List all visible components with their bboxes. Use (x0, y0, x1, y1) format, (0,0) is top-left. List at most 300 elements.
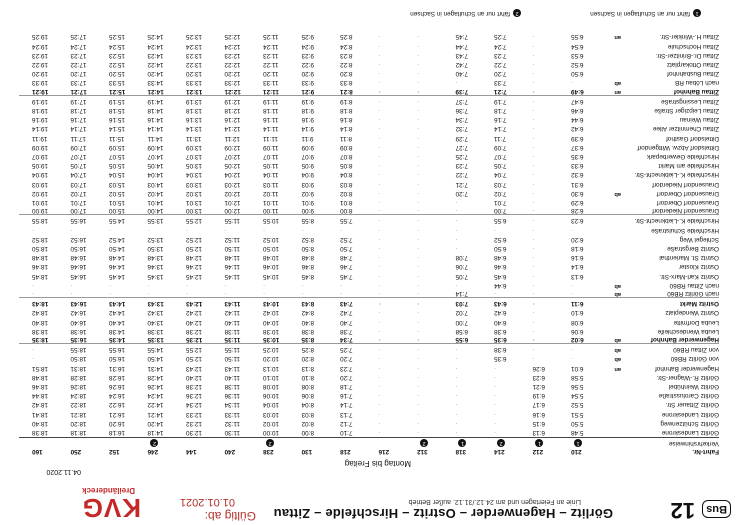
departure-time: 12:03 (224, 180, 241, 188)
departure-time: 14:01 (147, 199, 164, 206)
departure-time: 9:00 (301, 207, 314, 215)
departure-time: 7:27 (455, 143, 468, 151)
departure-time: 11:34 (224, 401, 241, 409)
departure-time: 11:36 (224, 392, 241, 400)
departure-time: 13:20 (186, 70, 202, 78)
departure-time: 10:20 (263, 355, 279, 363)
departure-time: 12:34 (186, 401, 202, 409)
departure-time: · (378, 226, 381, 234)
departure-time: · (532, 336, 535, 343)
departure-time: 6:48 (494, 254, 507, 262)
departure-time: · (417, 410, 420, 418)
departure-time: · (532, 189, 535, 197)
departure-time: 18:48 (32, 373, 48, 381)
departure-time: · (532, 235, 535, 243)
departure-time: 7:08 (455, 254, 468, 262)
departure-time: 17:18 (70, 107, 87, 114)
departure-time: 16:52 (70, 235, 87, 243)
departure-time: 19:22 (32, 61, 48, 68)
departure-time: 10:50 (263, 245, 279, 252)
departure-time: 18:28 (70, 373, 87, 381)
departure-time: 18:45 (32, 272, 48, 280)
departure-time: · (571, 346, 574, 354)
departure-time: 9:05 (301, 162, 314, 170)
departure-time: 14:00 (147, 207, 164, 215)
departure-time: 14:18 (147, 429, 164, 436)
departure-time: 11:25 (263, 33, 279, 41)
trip-number: 218 (340, 448, 351, 455)
departure-time: 14:09 (147, 143, 164, 151)
departure-time: 7:23 (494, 51, 507, 59)
departure-time: 12:46 (186, 263, 202, 271)
departure-time: · (378, 180, 381, 188)
departure-time: 13:16 (186, 116, 202, 124)
departure-time: 12:04 (224, 171, 241, 179)
departure-time: · (32, 290, 35, 297)
departure-time: 13:19 (186, 97, 202, 105)
departure-time: 12:32 (186, 419, 202, 427)
departure-time: 14:25 (147, 33, 164, 41)
stop-name: Zittau Ottokarplatz (666, 61, 719, 68)
departure-time: 6:44 (494, 281, 507, 289)
departure-time: 11:55 (224, 217, 241, 225)
departure-time: · (455, 207, 458, 215)
departure-time: 6:10 (571, 309, 584, 317)
footnote-number: 1 (693, 9, 701, 17)
departure-time: 15:20 (109, 70, 125, 78)
departure-time: 7:40 (455, 70, 468, 78)
departure-time: 8:19 (340, 97, 353, 105)
stop-name: Zittau Lessingstraße (661, 97, 719, 105)
departure-time: 11:16 (263, 116, 279, 124)
departure-time: · (455, 235, 458, 243)
departure-time: · (455, 281, 458, 289)
departure-time: 12:35 (186, 336, 203, 343)
departure-time: 7:48 (340, 254, 353, 262)
trip-number: 210 (571, 448, 582, 455)
departure-time: · (532, 327, 535, 335)
departure-time: · (224, 226, 227, 234)
departure-time: · (455, 373, 458, 381)
logo-text: KVG (81, 493, 141, 523)
departure-time: · (532, 70, 535, 78)
trip-number: 160 (32, 448, 43, 455)
departure-time: 16:18 (109, 429, 125, 436)
trip-number: 318 (455, 448, 467, 455)
departure-time: · (378, 346, 381, 354)
departure-time: 8:45 (301, 272, 314, 280)
departure-time: 13:23 (186, 51, 202, 59)
departure-time: 9:02 (301, 189, 314, 197)
departure-time: 14:20 (147, 419, 164, 427)
departure-time: 16:50 (109, 355, 125, 363)
departure-time: · (417, 226, 420, 234)
departure-time: · (417, 245, 420, 252)
departure-time: 5:56 (571, 383, 584, 390)
departure-time: 15:00 (109, 207, 125, 215)
departure-time: 11:01 (263, 199, 279, 206)
departure-time: 17:20 (70, 70, 87, 78)
departure-time: 6:30 (571, 189, 584, 197)
departure-time: 6:46 (571, 107, 584, 114)
departure-time: 14:07 (147, 153, 164, 160)
departure-time: · (32, 346, 35, 354)
departure-time: 13:33 (186, 79, 202, 87)
departure-time: 12:50 (186, 355, 202, 363)
departure-time: · (532, 33, 535, 41)
departure-time: 18:18 (70, 429, 87, 436)
trip-number: 312 (417, 448, 428, 455)
departure-time: 10:03 (263, 410, 279, 418)
departure-time: 10:55 (263, 217, 279, 225)
arrival-departure-flag: ab (614, 282, 621, 289)
stop-name: Leuba Dorfmitte (673, 318, 719, 326)
departure-time: 9:19 (301, 97, 314, 105)
departure-time: 7:19 (494, 97, 507, 105)
departure-time: 15:07 (109, 153, 125, 160)
departure-time: 14:55 (147, 346, 164, 354)
departure-time: 7:05 (494, 162, 507, 170)
departure-time: · (532, 226, 535, 234)
departure-time: · (224, 281, 227, 289)
departure-time: · (378, 87, 381, 95)
departure-time: 7:16 (494, 116, 507, 124)
departure-time: · (378, 42, 381, 50)
departure-time: 9:07 (301, 153, 314, 160)
departure-time: 10:40 (263, 318, 279, 326)
departure-time: 6:53 (571, 51, 584, 59)
departure-time: 7:32 (455, 125, 468, 133)
departure-time: 7:45 (340, 272, 353, 280)
departure-time: 13:35 (147, 336, 164, 343)
departure-time: 13:04 (186, 171, 202, 179)
departure-time: 17:19 (70, 97, 87, 105)
departure-time: · (532, 116, 535, 124)
departure-time: 16:24 (109, 392, 125, 400)
departure-time: 11:14 (263, 125, 279, 133)
arrival-departure-flag: ab (614, 337, 621, 343)
departure-time: · (378, 373, 381, 381)
departure-time: 9:09 (301, 143, 314, 151)
departure-time: 16:42 (70, 309, 87, 317)
departure-time: 7:40 (340, 318, 353, 326)
departure-time: · (532, 217, 535, 225)
departure-time: 19:00 (32, 207, 48, 215)
departure-time: · (455, 199, 458, 206)
departure-time: 15:18 (109, 107, 125, 114)
departure-time: 12:43 (186, 300, 203, 308)
departure-time: 16:22 (109, 401, 125, 409)
stop-name: von Görlitz RB60 (670, 355, 719, 363)
departure-time: · (32, 355, 35, 363)
departure-time: 7:04 (494, 171, 507, 179)
departure-time: 12:48 (186, 254, 202, 262)
departure-time: · (455, 401, 458, 409)
departure-time: 17:25 (70, 33, 87, 41)
departure-time: 19:19 (32, 97, 48, 105)
departure-time: 12:22 (224, 61, 241, 68)
departure-time: · (263, 281, 266, 289)
departure-time: · (378, 70, 381, 78)
stop-row (19, 336, 719, 344)
departure-time: 8:23 (340, 51, 353, 59)
stop-name: Ostritz St. Marienthal (659, 254, 719, 262)
stop-row (19, 180, 719, 187)
departure-time: 15:16 (109, 116, 125, 124)
stop-name: Drausendorf Oberdorf (656, 199, 719, 206)
departure-time: 13:43 (147, 300, 164, 308)
departure-time: 8:22 (340, 61, 353, 68)
departure-time: · (417, 346, 420, 354)
departure-time: · (417, 42, 420, 50)
departure-time: 11:33 (263, 79, 279, 87)
stop-row (19, 355, 719, 362)
note-marker (533, 439, 561, 447)
departure-time: · (32, 281, 35, 289)
departure-time: · (532, 134, 535, 142)
departure-time: 14:55 (109, 217, 125, 225)
valid-label: Gültig ab: (204, 509, 256, 523)
departure-time: 7:50 (340, 245, 353, 252)
departure-time: 8:40 (301, 318, 314, 326)
departure-time: 9:21 (301, 87, 315, 95)
stop-name: Zittau Hochschule (667, 42, 719, 50)
departure-time: · (455, 419, 458, 427)
departure-time: · (417, 199, 420, 206)
departure-time: 6:38 (494, 327, 507, 335)
departure-time: 9:23 (301, 51, 314, 59)
header-divider (19, 437, 719, 438)
departure-time: · (417, 309, 420, 317)
departure-time: · (378, 419, 381, 427)
stop-row (19, 318, 719, 325)
departure-time: 12:55 (186, 217, 202, 225)
departure-time: · (417, 401, 420, 409)
departure-time: 17:22 (70, 61, 87, 68)
departure-time: 14:24 (147, 392, 164, 400)
departure-time: 9:20 (301, 70, 314, 78)
departure-time: 7:24 (494, 42, 507, 50)
departure-time: · (455, 410, 458, 418)
departure-time: 14:11 (147, 134, 164, 142)
stop-row (19, 429, 719, 436)
departure-time: 12:23 (224, 51, 241, 59)
departure-time: 15:33 (109, 79, 125, 87)
stop-row (19, 272, 719, 279)
departure-time: 7:20 (340, 355, 353, 363)
departure-time: 17:33 (70, 79, 87, 87)
departure-time: 12:30 (186, 429, 202, 436)
stop-name: Görlitz R.-Wagner-Str. (656, 373, 719, 381)
departure-time: 8:24 (340, 42, 353, 50)
departure-time: 16:55 (109, 346, 125, 354)
departure-time: 6:23 (571, 217, 584, 225)
note-marker (456, 439, 484, 447)
departure-time: 16:48 (70, 254, 87, 262)
departure-time: · (417, 125, 420, 133)
departure-time: · (224, 290, 227, 297)
departure-time: 7:37 (455, 97, 468, 105)
departure-time: · (455, 217, 458, 225)
departure-time: · (532, 180, 535, 188)
note-marker (263, 439, 291, 447)
stop-row (19, 144, 719, 151)
departure-time: 12:18 (224, 107, 241, 114)
departure-time: · (378, 125, 381, 133)
departure-time: 13:02 (186, 189, 202, 197)
departure-time: · (532, 87, 535, 95)
departure-time: 8:14 (340, 125, 353, 133)
departure-time: · (494, 373, 497, 381)
departure-time: 7:20 (340, 373, 353, 381)
departure-time: 9:25 (301, 33, 314, 41)
departure-time: · (532, 263, 535, 271)
departure-time: 13:42 (147, 309, 164, 317)
stop-name: Zittau Bahnhof (673, 87, 719, 95)
departure-time: 6:52 (494, 235, 507, 243)
departure-time: 18:38 (32, 429, 48, 436)
departure-time: · (378, 199, 381, 206)
departure-time: 7:11 (494, 134, 506, 142)
departure-time: 18:38 (32, 327, 48, 335)
departure-time: 17:02 (70, 189, 87, 197)
departure-time: 13:05 (186, 162, 202, 170)
departure-time: · (494, 401, 497, 409)
departure-time: 7:14 (494, 125, 507, 133)
departure-time: · (455, 346, 458, 354)
departure-time: · (532, 207, 535, 215)
departure-time: · (417, 272, 420, 280)
stop-name: Ostritz Kloster (678, 263, 719, 271)
departure-time: · (532, 125, 535, 133)
departure-time: · (378, 272, 381, 280)
departure-time: · (417, 235, 420, 243)
departure-time: 16:26 (109, 383, 125, 390)
departure-time: · (147, 226, 150, 234)
departure-time: · (417, 263, 420, 271)
departure-time: 18:40 (32, 419, 48, 427)
departure-time: 17:23 (70, 51, 87, 59)
departure-time: 17:01 (70, 199, 87, 206)
departure-time: 14:04 (147, 171, 164, 179)
stop-name: nach Löbau RB (674, 79, 719, 87)
departure-time: 14:42 (109, 309, 125, 317)
departure-time: 8:07 (340, 153, 353, 160)
departure-time: 12:02 (224, 189, 241, 197)
departure-time: · (378, 290, 381, 297)
departure-time: 12:33 (224, 79, 241, 87)
departure-time: 12:40 (186, 318, 202, 326)
departure-time: 8:09 (340, 143, 353, 151)
stop-row (19, 52, 719, 59)
departure-time: 18:21 (70, 410, 87, 418)
departure-time: 17:04 (70, 171, 87, 179)
departure-time: · (417, 300, 420, 308)
departure-time: 6:43 (494, 300, 507, 308)
departure-time: · (378, 392, 381, 400)
departure-time: 6:13 (532, 429, 545, 436)
departure-time: · (340, 226, 343, 234)
stop-name: Hagenwerder Bahnhof (655, 364, 719, 372)
departure-time: 13:14 (186, 125, 202, 133)
departure-time: 15:01 (109, 199, 125, 206)
departure-time: 6:39 (571, 134, 584, 142)
departure-time: 15:23 (109, 51, 125, 59)
footnote-text: fährt nur an Schultagen in Sachsen (410, 10, 510, 17)
trip-number: 246 (147, 448, 159, 455)
departure-time: 15:11 (109, 134, 125, 142)
departure-time: 7:55 (340, 217, 353, 225)
departure-time: 7:20 (494, 70, 507, 78)
note-number: 1 (459, 439, 467, 447)
departure-time: 11:43 (224, 300, 241, 308)
bus-badge: Bus (702, 500, 731, 518)
departure-time: 6:58 (455, 327, 468, 335)
departure-time: · (532, 143, 535, 151)
departure-time: 11:50 (224, 355, 241, 363)
departure-time: · (532, 61, 535, 68)
departure-time: 6:50 (571, 70, 584, 78)
departure-time: 8:03 (340, 180, 353, 188)
departure-time: 12:36 (186, 392, 202, 400)
departure-time: 14:24 (147, 42, 164, 50)
departure-time: · (571, 79, 574, 87)
departure-time: 6:55 (455, 336, 469, 343)
departure-time: 7:10 (340, 429, 353, 436)
departure-time: 14:16 (147, 116, 164, 124)
departure-time: 14:43 (109, 300, 126, 308)
route-note: Linie an Feiertagen und am 24.12./31.12. außer Betrieb (408, 498, 581, 505)
departure-time: 11:40 (224, 373, 241, 381)
departure-time: · (455, 383, 458, 390)
departure-time: 18:50 (70, 355, 87, 363)
departure-time: 11:05 (263, 162, 279, 170)
departure-time: · (532, 355, 535, 363)
departure-time: 15:25 (109, 33, 125, 41)
departure-time: 11:22 (263, 61, 279, 68)
departure-time: 12:40 (186, 373, 202, 381)
departure-time: · (378, 97, 381, 105)
departure-time: 18:52 (32, 235, 48, 243)
departure-time: 14:14 (147, 125, 164, 133)
departure-time: 11:42 (224, 309, 241, 317)
timetable-header (0, 459, 741, 525)
departure-time: 18:43 (32, 300, 49, 308)
departure-time: 7:12 (340, 419, 353, 427)
departure-time: 7:23 (340, 364, 353, 372)
departure-time: 7:07 (494, 153, 507, 160)
departure-time: 10:45 (263, 272, 279, 280)
stop-name: Görlitz Landeskrone (661, 429, 719, 436)
stop-name: Hirschfelde K.-Liebknecht-Str. (634, 171, 719, 179)
departure-time: 11:48 (224, 254, 241, 262)
stop-name: Hagenwerder Bahnhof (650, 336, 719, 343)
departure-time: · (571, 290, 574, 297)
departure-time: · (417, 254, 420, 262)
departure-time: · (417, 70, 420, 78)
departure-time: 6:46 (494, 263, 507, 271)
departure-time: 8:04 (340, 171, 353, 179)
departure-time: 6:15 (532, 419, 545, 427)
departure-time: · (301, 290, 304, 297)
departure-time: · (263, 226, 266, 234)
departure-time: 12:00 (224, 207, 241, 215)
departure-time: · (417, 116, 420, 124)
arrival-departure-flag: ab (614, 190, 621, 197)
departure-time: · (70, 290, 73, 297)
stop-row (19, 309, 719, 316)
note-number: 2 (497, 439, 505, 447)
